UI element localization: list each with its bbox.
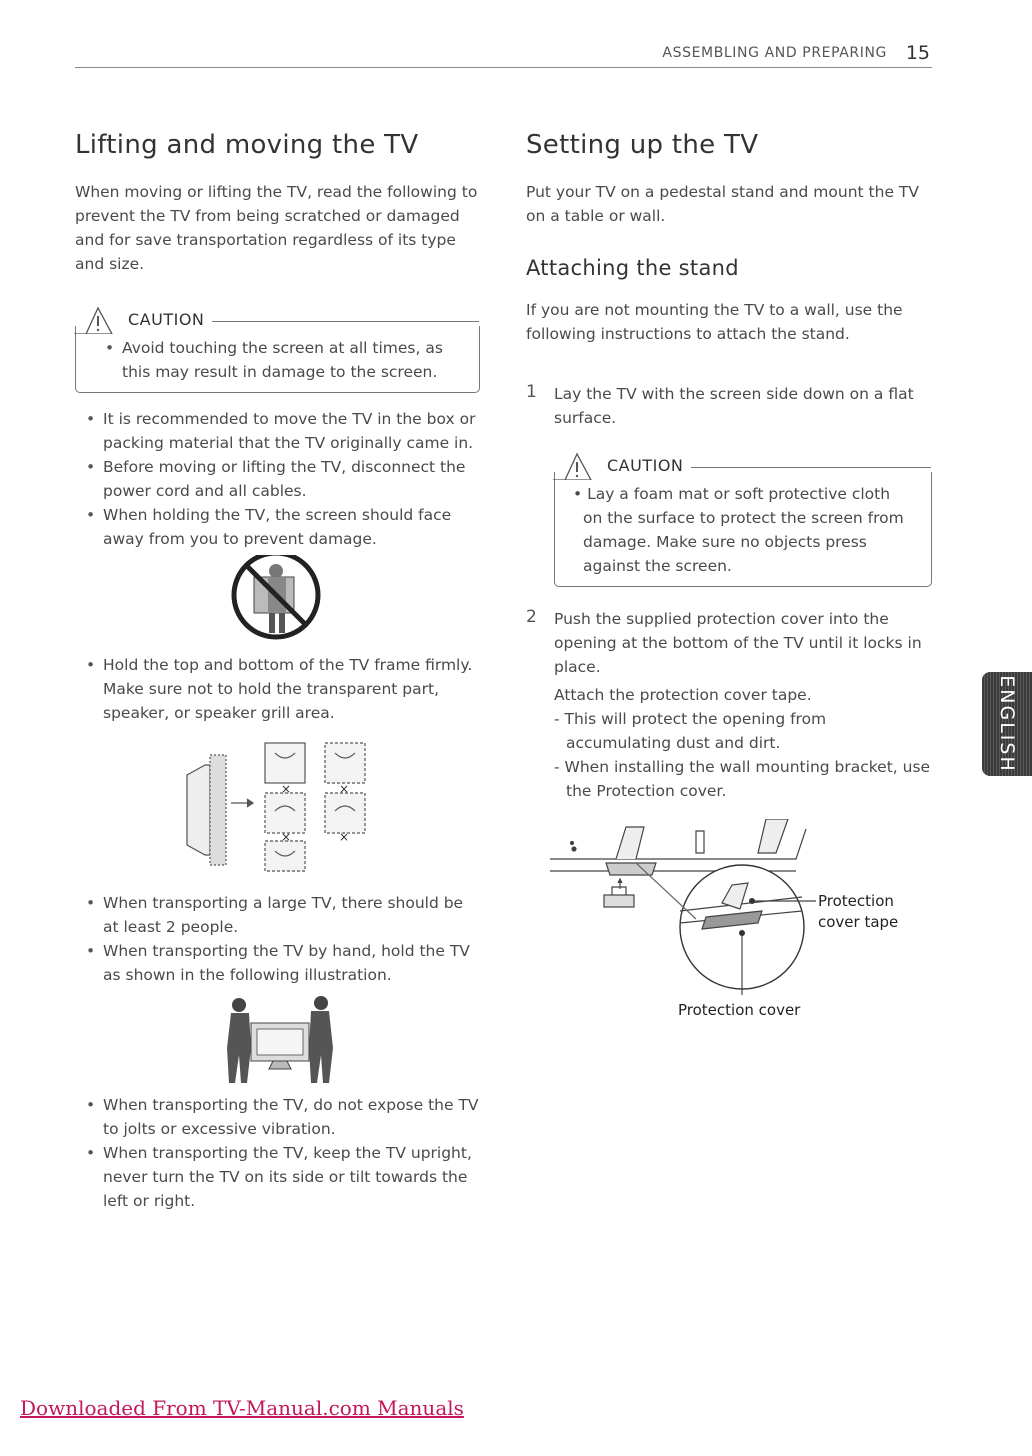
step-1 [526,382,936,430]
right-column [526,130,936,1029]
lifting-bullets-2 [75,653,480,725]
list-item: • When holding the TV, the screen should face away from you to prevent damage. [75,503,480,551]
protection-cover-tape-label-line2: cover tape [818,913,899,931]
list-item: • When transporting the TV by hand, hold the TV as shown in the following illustration. [75,939,480,987]
lifting-bullets-3 [75,891,480,987]
page-number: 15 [905,42,930,64]
step-text: Push the supplied protection cover into the opening at the bottom of the TV until it locks in place. [554,610,922,676]
section-title-setting-up: Setting up the TV [526,130,759,160]
step-2 [526,607,936,803]
step-number: 1 [526,382,537,402]
list-item: • Hold the top and bottom of the TV frame firmly. Make sure not to hold the transparent part, speaker, or speaker grill area. [75,653,480,725]
list-item: • When transporting the TV, keep the TV upright, never turn the TV on its side or tilt towards the left or right. [75,1141,480,1213]
step-note: - This will protect the opening from accumulating dust and dirt. [554,710,827,752]
left-column [75,130,480,1213]
step-extra: Attach the protection cover tape. [554,686,812,704]
caution-triangle-icon [551,450,603,480]
download-source-link[interactable]: Downloaded From TV-Manual.com Manuals [20,1396,464,1420]
step-number: 2 [526,607,537,627]
protection-cover-label: Protection cover [678,1001,801,1019]
caution-label: CAUTION [128,309,205,329]
caution-label: CAUTION [607,455,684,475]
header-section-title: ASSEMBLING AND PREPARING [662,45,887,61]
list-item: • When transporting the TV, do not expose the TV to jolts or excessive vibration. [75,1093,480,1141]
language-side-tab [982,672,1032,776]
two-people-carry-illustration [75,993,480,1085]
caution-triangle-icon [72,304,124,334]
protection-cover-tape-label: Protection [818,892,894,910]
list-item: • When transporting a large TV, there should be at least 2 people. [75,891,480,939]
svg-text:×: × [281,782,292,796]
step-text: Lay the TV with the screen side down on a flat surface. [554,385,914,427]
svg-text:×: × [339,782,350,796]
language-tab-label: ENGLISH [996,675,1018,773]
step-note: - When installing the wall mounting bracket, use the Protection cover. [554,758,931,800]
setting-up-intro: Put your TV on a pedestal stand and mount the TV on a table or wall. [526,183,919,225]
svg-text:×: × [281,830,292,844]
protection-cover-illustration [526,819,936,1029]
caution-item: • Avoid touching the screen at all times, as this may result in damage to the screen. [94,336,461,384]
attaching-stand-intro: If you are not mounting the TV to a wall, use the following instructions to attach the stand. [526,301,903,343]
caution-item: • Lay a foam mat or soft protective cloth on the surface to protect the screen from damage. Make sure no objects press against the screen. [573,485,904,575]
hold-frame-illustration [75,733,480,883]
header-rule [75,67,932,68]
caution-box [75,309,480,393]
prohibited-carry-illustration [75,555,480,645]
svg-text:×: × [339,830,350,844]
caution-box [554,455,932,587]
list-item: • Before moving or lifting the TV, disconnect the power cord and all cables. [75,455,480,503]
lifting-bullets-4 [75,1093,480,1213]
section-title-lifting: Lifting and moving the TV [75,130,419,160]
lifting-bullets-1 [75,407,480,551]
list-item: • It is recommended to move the TV in the box or packing material that the TV originally came in. [75,407,480,455]
subsection-title-attaching-stand: Attaching the stand [526,256,739,280]
lifting-intro: When moving or lifting the TV, read the following to prevent the TV from being scratched or damaged and for save transportation regardless of its type and size. [75,183,478,273]
